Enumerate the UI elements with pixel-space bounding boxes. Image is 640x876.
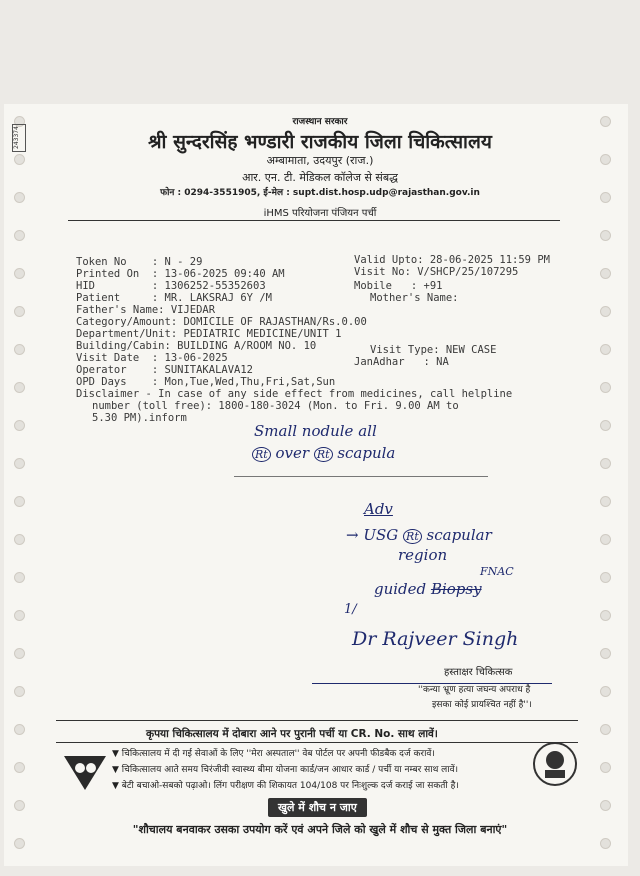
operator: Operator : SUNITAKALAVA12 (76, 364, 254, 376)
building-cabin: Building/Cabin: BUILDING A/ROOM NO. 10 (76, 340, 317, 352)
note-underline (234, 476, 488, 477)
contact-info: फोन : 0294-3551905, ई-मेल : supt.dist.hosp.udp@rajasthan.gov.in (160, 188, 480, 198)
hospital-location: अम्बामाता, उदयपुर (राज.) (266, 154, 374, 167)
disclaimer-line-2: number (toll free): 1800-180-3024 (Mon. to Fri. 9.00 AM to (92, 400, 459, 412)
advice-usg: → USG Rt scapular (346, 526, 492, 544)
department-unit: Department/Unit: PEDIATRIC MEDICINE/UNIT 1 (76, 328, 342, 340)
biopsy-struck: Biopsy (430, 580, 482, 598)
visit-type: Visit Type: NEW CASE (370, 344, 497, 356)
notice-bullet-2: ▼ चिकित्सालय आते समय चिरंजीवी स्वास्थ्य बीमा योजना कार्ड/जन आधार कार्ड / पर्ची या नम्बर साथ लावें। (112, 765, 459, 775)
fnac-note: FNAC (480, 565, 514, 578)
beti-bachao-logo (62, 752, 108, 792)
visit-number: Visit No: V/SHCP/25/107295 (354, 266, 519, 278)
college-affiliation: आर. एन. टी. मेडिकल कॉलेज से संबद्ध (242, 171, 398, 184)
hid: HID : 1306252-55352603 (76, 280, 266, 292)
footer-divider-top (56, 720, 578, 721)
swachh-emblem (532, 740, 578, 788)
side-serial-code: 243374 (12, 124, 26, 152)
note-over: over (275, 444, 310, 462)
doctor-signature: Dr Rajveer Singh (352, 628, 519, 650)
disclaimer-line-3: 5.30 PM).inform (92, 412, 187, 424)
hospital-name: श्री सुन्दरसिंह भण्डारी राजकीय जिला चिकित्सालय (148, 131, 492, 153)
patient-name: Patient : MR. LAKSRAJ 6Y /M (76, 292, 272, 304)
scapular-text: scapular (426, 526, 492, 544)
slogan-line-2: इसका कोई प्रायश्चित नहीं है''। (432, 700, 532, 710)
advice-label: Adv (364, 500, 393, 518)
disclaimer-line-1: Disclaimer - In case of any side effect from medicines, call helpline (76, 388, 513, 400)
opd-days: OPD Days : Mon,Tue,Wed,Thu,Fri,Sat,Sun (76, 376, 336, 388)
footer-divider-mid (56, 742, 578, 743)
mother-name: Mother's Name: (370, 292, 459, 304)
visit-date: Visit Date : 13-06-2025 (76, 352, 228, 364)
token-number: Token No : N - 29 (76, 256, 203, 268)
guided-text: guided (374, 580, 427, 598)
mobile: Mobile : +91 (354, 280, 443, 292)
revisit-notice: कृपया चिकित्सालय में दोबारा आने पर पुरानी पर्ची या CR. No. साथ लावें। (146, 728, 438, 740)
category-amount: Category/Amount: DOMICILE OF RAJASTHAN/Rs.0.00 (76, 316, 367, 328)
rt-circled-3: Rt (403, 529, 422, 544)
rt-circled-2: Rt (314, 447, 333, 462)
rt-circled: Rt (252, 447, 271, 462)
govt-label: राजस्थान सरकार (292, 117, 348, 127)
ihms-title: iHMS परियोजना पंजियन पर्ची (263, 208, 377, 219)
note-line-2 (252, 444, 395, 462)
note-line-1: Small nodule all (254, 422, 377, 440)
notice-bullet-3: ▼ बेटी बचाओ-सबको पढ़ाओ। लिंग परीक्षण की शिकायत 104/108 पर निःशुल्क दर्ज कराई जा सकती है। (112, 781, 459, 791)
advice-region: region (398, 546, 448, 564)
printed-on: Printed On : 13-06-2025 09:40 AM (76, 268, 285, 280)
sanitation-quote: "शौचालय बनवाकर उसका उपयोग करें एवं अपने जिले को खुले में शौच से मुक्त जिला बनाएं" (132, 823, 508, 836)
janadhar: JanAdhar : NA (354, 356, 449, 368)
slogan-line-1: ''कन्या भ्रूण हत्या जघन्य अपराध है (418, 685, 531, 695)
note-scapula: scapula (337, 444, 396, 462)
valid-upto: Valid Upto: 28-06-2025 11:59 PM (354, 254, 550, 266)
signature-label: हस्ताक्षर चिकित्सक (444, 667, 513, 678)
open-defecation-badge: खुले में शौच न जाए (268, 798, 367, 817)
header-divider (68, 220, 560, 221)
advice-guided (374, 580, 482, 598)
notice-bullet-1: ▼ चिकित्सालय में दी गई सेवाओं के लिए ''मेरा अस्पताल'' वेब पोर्टल पर अपनी फीडबैक दर्ज करावें। (112, 749, 435, 759)
ref-mark: 1/ (344, 602, 357, 617)
usg-text: USG (363, 526, 399, 544)
father-name: Father's Name: VIJEDAR (76, 304, 216, 316)
